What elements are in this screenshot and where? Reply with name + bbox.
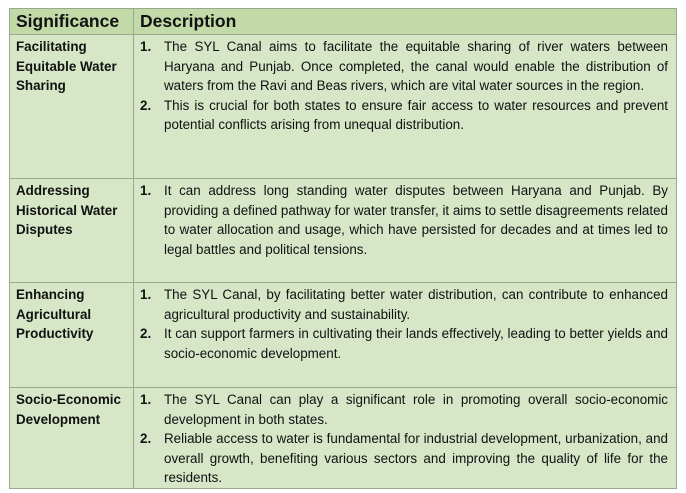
row-description (134, 35, 677, 179)
header-description: Description (134, 9, 677, 35)
header-significance: Significance (10, 9, 134, 35)
list-item (140, 390, 668, 429)
point-text: It can support farmers in cultivating their lands effectively, leading to better yields and socio-economic development. (164, 326, 668, 361)
point-list (140, 37, 668, 135)
list-item (140, 429, 668, 488)
row-label: Enhancing Agricultural Productivity (10, 283, 134, 388)
point-number: 1. (140, 287, 152, 302)
table-row (10, 35, 677, 179)
table-header-row (10, 9, 677, 35)
list-item (140, 181, 668, 259)
row-label: Facilitating Equitable Water Sharing (10, 35, 134, 179)
point-text: The SYL Canal aims to facilitate the equitable sharing of river waters between Haryana and Punjab. Once completed, the canal would enable the distribution of waters from the Ravi and Beas rivers, which are vital water sources in the region. (164, 39, 668, 93)
point-number: 2. (140, 326, 152, 341)
row-label: Socio-Economic Development (10, 388, 134, 489)
row-label: Addressing Historical Water Disputes (10, 179, 134, 283)
point-list (140, 390, 668, 488)
table-row (10, 179, 677, 283)
list-item (140, 285, 668, 324)
point-number: 1. (140, 183, 152, 198)
point-text: This is crucial for both states to ensure fair access to water resources and prevent potential conflicts arising from unequal distribution. (164, 97, 668, 132)
point-number: 1. (140, 39, 152, 54)
row-description (134, 179, 677, 283)
list-item (140, 324, 668, 363)
table-row (10, 283, 677, 388)
list-item (140, 96, 668, 135)
point-text: Reliable access to water is fundamental for industrial development, urbanization, and overall growth, benefiting various sectors and improving the quality of life for the residents. (164, 431, 668, 485)
significance-table (9, 8, 677, 489)
point-text: The SYL Canal, by facilitating better water distribution, can contribute to enhanced agricultural productivity and sustainability. (164, 287, 668, 322)
point-list (140, 285, 668, 363)
row-description (134, 388, 677, 489)
list-item (140, 37, 668, 96)
point-text: The SYL Canal can play a significant role in promoting overall socio-economic development in both states. (164, 392, 668, 427)
table-row (10, 388, 677, 489)
point-number: 2. (140, 97, 152, 113)
point-number: 2. (140, 431, 152, 446)
point-list (140, 181, 668, 259)
row-description (134, 283, 677, 388)
point-number: 1. (140, 392, 152, 407)
point-text: It can address long standing water disputes between Haryana and Punjab. By providing a defined pathway for water transfer, it aims to settle disagreements related to water allocation and usage, which have persisted for decades and at times led to legal battles and political tensions. (164, 183, 668, 257)
